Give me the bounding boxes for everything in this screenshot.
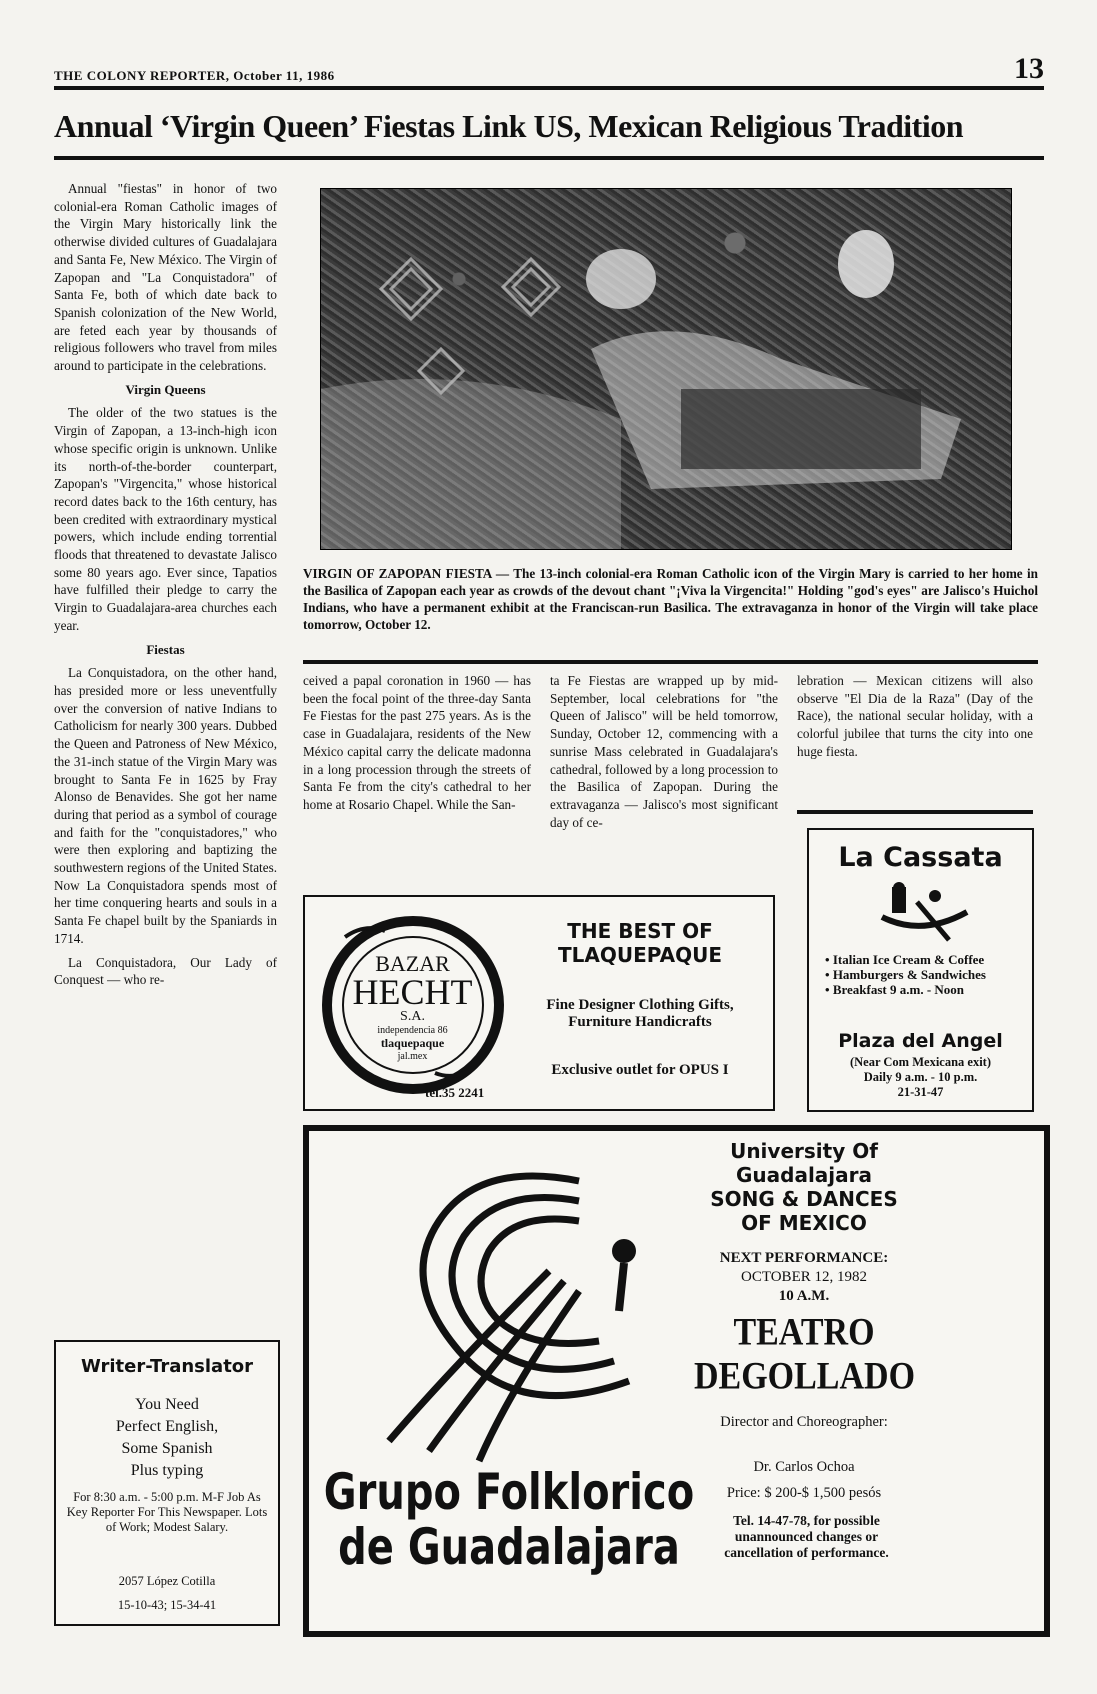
article-col3-text: ta Fe Fiestas are wrapped up by mid-September, local celebrations for "the Queen of Jalisco" will be held tomorrow, Sunday, October 12, commencing with a sunrise Mass celebrated in Guadalajara's cathedral, followed by a long procession to the Basilica of Zapopan. During the extravaganza — Jalisco's most significant day of ce- xyxy=(550,673,778,830)
cassata-note: (Near Com Mexicana exit) xyxy=(849,1055,992,1069)
newspaper-dateline: THE COLONY REPORTER, October 11, 1986 xyxy=(54,68,335,83)
ballet-venue-line2: DEGOLLADO xyxy=(694,1355,916,1398)
bazar-logo-line3: S.A. xyxy=(400,1009,425,1024)
bazar-outlet: Exclusive outlet for OPUS I xyxy=(551,1062,729,1078)
bazar-logo-line5: tlaquepaque xyxy=(380,1036,445,1050)
writer-line-4: Plus typing xyxy=(130,1462,204,1479)
la-cassata-ad xyxy=(807,828,1034,1112)
writer-ad-requirements xyxy=(56,1394,278,1482)
writer-line-3: Some Spanish xyxy=(121,1440,213,1457)
column4-rule xyxy=(797,810,1033,814)
writer-ad-address: 2057 López Cotilla xyxy=(118,1574,216,1588)
bazar-logo-line2: HECHT xyxy=(352,972,473,1012)
caption-rule xyxy=(303,660,1038,664)
ballet-folklorico-ad xyxy=(303,1125,1050,1637)
ballet-org-line2: Guadalajara xyxy=(735,1163,873,1187)
fiesta-photo-graphic xyxy=(321,189,1011,549)
cassata-item-2: • Hamburgers & Sandwiches xyxy=(825,967,986,982)
cassata-location: Plaza del Angel xyxy=(838,1030,1003,1052)
ballet-performance-info xyxy=(694,1249,914,1306)
cassata-phone: 21-31-47 xyxy=(897,1085,944,1099)
masthead-rule xyxy=(54,86,1044,90)
ballet-date: OCTOBER 12, 1982 xyxy=(741,1269,867,1285)
cassata-name: La Cassata xyxy=(838,842,1003,873)
bazar-heading-line2: TLAQUEPAQUE xyxy=(558,943,722,967)
ballet-show-line2: OF MEXICO xyxy=(741,1211,867,1235)
ballet-organization xyxy=(694,1139,914,1235)
ballet-time: 10 A.M. xyxy=(778,1288,830,1304)
bazar-hecht-ad xyxy=(303,895,775,1111)
bazar-logo-line1: BAZAR xyxy=(375,951,450,976)
ballet-group-name xyxy=(319,1465,699,1575)
bazar-logo-line6: jal.mex xyxy=(397,1051,428,1062)
ballet-venue xyxy=(694,1311,914,1398)
cassata-menu xyxy=(825,952,1025,997)
page-headline: Annual ‘Virgin Queen’ Fiestas Link US, Mexican Religious Tradition xyxy=(54,108,964,144)
bazar-heading-line1: THE BEST OF xyxy=(567,919,713,943)
cassata-item-1: • Italian Ice Cream & Coffee xyxy=(825,952,985,967)
fiesta-photo xyxy=(320,188,1012,550)
ballet-price: Price: $ 200-$ 1,500 pesós xyxy=(726,1485,882,1501)
gondola-icon xyxy=(877,882,972,942)
cassata-hours: Daily 9 a.m. - 10 p.m. xyxy=(863,1070,978,1084)
bazar-description: Fine Designer Clothing Gifts, Furniture Handicrafts xyxy=(546,997,734,1030)
dancer-illustration xyxy=(329,1141,699,1471)
ballet-venue-line1: TEATRO xyxy=(733,1311,875,1354)
article-col2-text: ceived a papal coronation in 1960 — has been the focal point of the three-day Santa Fe Fiestas for the past 275 years. As is the case in Guadalajara, residents of the New México capital carry the delicate madonna in a long procession through the streets of Santa Fe from the city's cathedral to her home at Rosario Chapel. While the San- xyxy=(303,673,531,812)
ballet-group-line1: Grupo Folklorico xyxy=(323,1463,695,1522)
page-number: 13 xyxy=(1014,52,1044,85)
article-column-1 xyxy=(54,180,277,995)
writer-ad-title: Writer-Translator xyxy=(80,1356,254,1377)
bazar-logo-text xyxy=(350,953,475,1062)
article-intro: Annual "fiestas" in honor of two colonial-era Roman Catholic images of the Virgin Mary historically link the otherwise divided cultures of Guadalajara and Santa Fe, New México. The Virgin of Zapopan and "La Conquistadora" of Santa Fe, both of which date back to Spanish colonization of the New World, are feted each year by thousands of religious followers who travel from miles around to participate in the celebrations. xyxy=(54,181,277,374)
writer-translator-ad xyxy=(54,1340,280,1626)
headline-rule xyxy=(54,156,1044,160)
article-column-4 xyxy=(797,672,1033,761)
article-virgin-queens: The older of the two statues is the Virgin of Zapopan, a 13-inch-high icon whose specific origin is unknown. Unlike its north-of-the-border counterpart, Zapopan's "Virgencita," whose historical record dates back to the 16th century, has been credited with extraordinary mystical powers, which include ending torrential floods that threatened to devastate Jalisco some 80 years ago. Ever since, Tapatios have fulfilled their pledge to carry the Virgin to Guadalajara-area churches each year. xyxy=(54,405,277,633)
writer-line-2: Perfect English, xyxy=(115,1418,219,1435)
article-column-3 xyxy=(550,672,778,831)
cassata-details xyxy=(809,1055,1032,1100)
ballet-director-label: Director and Choreographer: xyxy=(720,1414,888,1430)
ballet-telephone: Tel. 14-47-78, for possible unannounced changes or cancellation of performance. xyxy=(724,1513,889,1560)
ballet-next-label: NEXT PERFORMANCE: xyxy=(719,1250,889,1266)
writer-ad-phones: 15-10-43; 15-34-41 xyxy=(117,1598,217,1612)
ballet-director: Dr. Carlos Ochoa xyxy=(753,1459,855,1475)
photo-caption: VIRGIN OF ZAPOPAN FIESTA — The 13-inch colonial-era Roman Catholic icon of the Virgin Mary is carried to her home in the Basilica of Zapopan each year as crowds of the devout chant "¡Viva la Virgencita!" Holding "god's eyes" are Jalisco's Huichol Indians, who have a permanent exhibit at the Franciscan-run Basilica. The extravaganza in honor of the Virgin will take place tomorrow, October 12. xyxy=(303,566,1038,632)
article-fiestas: La Conquistadora, on the other hand, has presided more or less uneventfully over the conversion of native Indians to Catholicism for nearly 300 years. Dubbed the Queen and Patroness of New México, the 31-inch statue of the Virgin Mary was brought to Santa Fe in 1625 by Fray Alonso de Benavides. She got her name during that period as a symbol of courage and faith for the "conquistadores," who were then exploring and baptizing the southwestern regions of the United States. Now La Conquistadora spends most of her time conquering hearts and souls in a Santa Fe chapel built by the Spaniards in 1714. xyxy=(54,665,277,946)
cassata-item-3: • Breakfast 9 a.m. - Noon xyxy=(825,982,965,997)
ballet-group-line2: de Guadalajara xyxy=(338,1518,680,1577)
article-col1-tail: La Conquistadora, Our Lady of Conquest — who re- xyxy=(54,954,277,988)
ballet-org-line1: University Of xyxy=(730,1139,878,1163)
article-col4-text: lebration — Mexican citizens will also observe "El Dia de la Raza" (Day of the Race), the national secular holiday, with a colorful jubilee that turns the city into one huge fiesta. xyxy=(797,673,1033,759)
bazar-logo-line4: independencia 86 xyxy=(377,1025,448,1036)
writer-ad-details: For 8:30 a.m. - 5:00 p.m. M-F Job As Key Reporter For This Newspaper. Lots of Work; Modest Salary. xyxy=(66,1490,268,1534)
bazar-phone: tel.35 2241 xyxy=(425,1085,485,1100)
ballet-show-line1: SONG & DANCES xyxy=(710,1187,898,1211)
subhead-fiestas: Fiestas xyxy=(146,641,185,657)
writer-line-1: You Need xyxy=(135,1396,199,1413)
subhead-virgin-queens: Virgin Queens xyxy=(125,381,206,397)
bazar-heading xyxy=(535,919,745,967)
article-column-2 xyxy=(303,672,531,814)
